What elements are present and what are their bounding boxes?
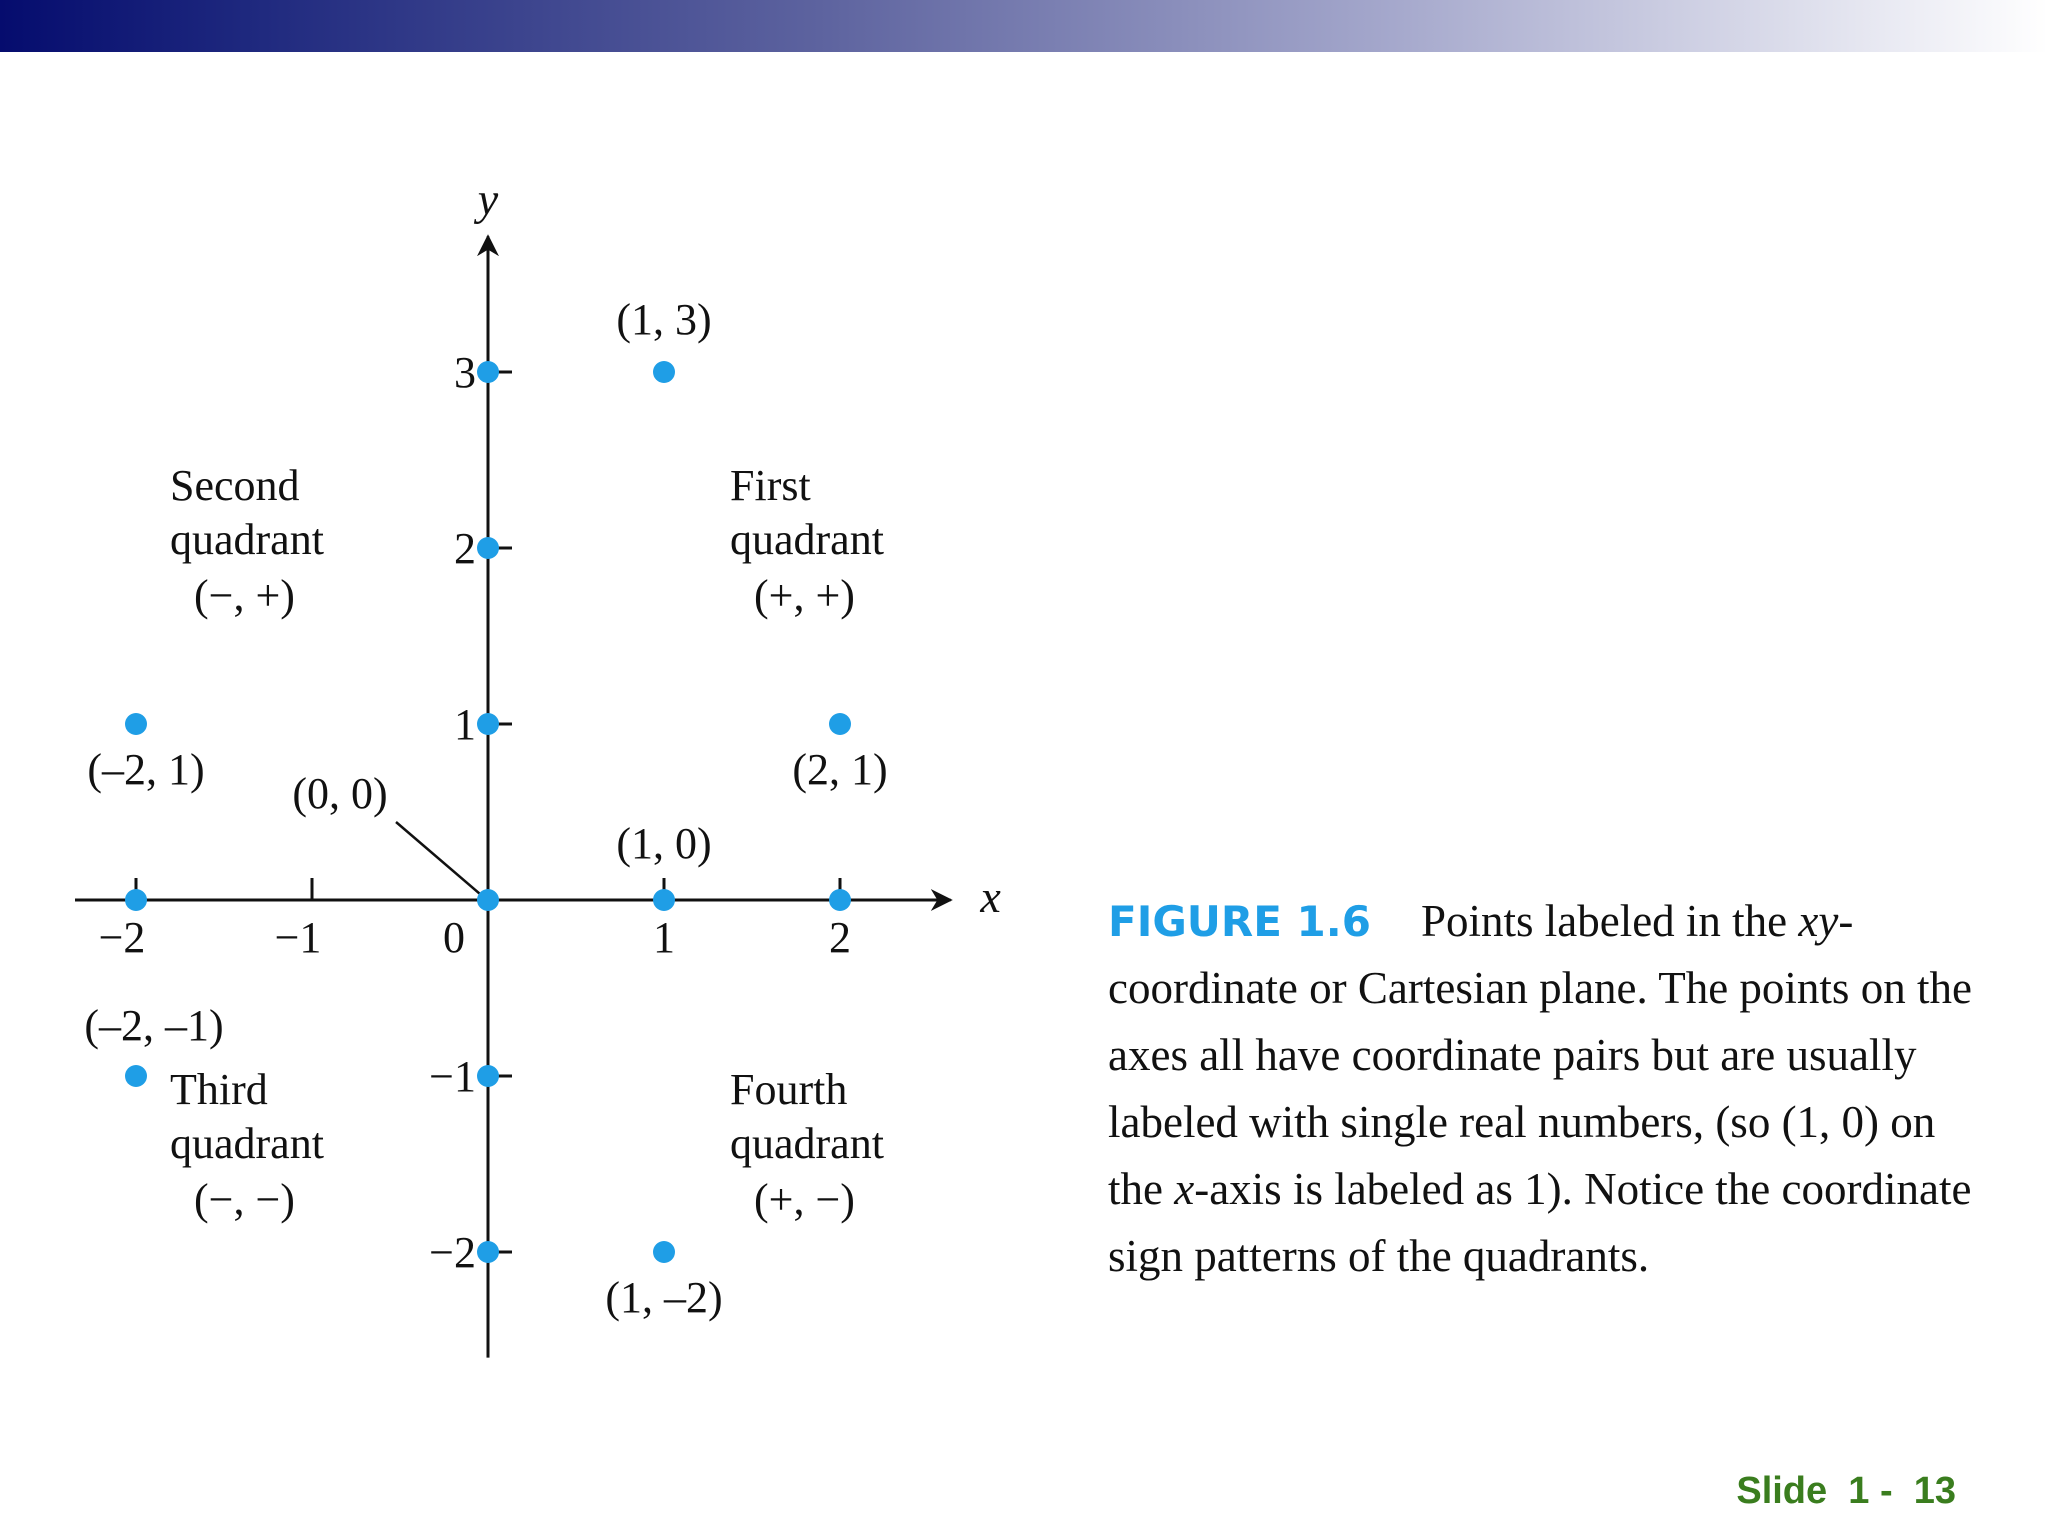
x-tick-label: 1 (653, 913, 675, 962)
data-point (477, 889, 499, 911)
quadrant-fourth-word: quadrant (730, 1119, 884, 1168)
data-point (829, 713, 851, 735)
caption-text-2: -coordinate or Cartesian plane. The points on the axes all have coordinate pairs but are usually labeled with single real numbers, (so (1, 0) on the (1108, 896, 1972, 1214)
caption-x: x (1174, 1164, 1195, 1214)
y-tick-label: 1 (454, 700, 476, 749)
x-tick-label: −1 (274, 913, 322, 962)
point-label: (1, 0) (616, 819, 712, 868)
figure-caption (1108, 888, 1988, 1290)
x-axis-label: x (980, 871, 1001, 922)
axis-point (477, 361, 499, 383)
axis-point (125, 889, 147, 911)
quadrant-second-signs: (−, +) (194, 571, 295, 620)
quadrant-fourth-name: Fourth (730, 1065, 848, 1114)
quadrant-third-signs: (−, −) (194, 1175, 295, 1224)
quadrant-first-signs: (+, +) (754, 571, 855, 620)
quadrant-second-name: Second (170, 461, 300, 510)
labels (84, 173, 1001, 1322)
axis-point (477, 1065, 499, 1087)
quadrant-third-word: quadrant (170, 1119, 324, 1168)
point-label: (1, –2) (605, 1273, 723, 1322)
quadrant-fourth-signs: (+, −) (754, 1175, 855, 1224)
axis-point (829, 889, 851, 911)
quadrant-second-word: quadrant (170, 515, 324, 564)
quadrant-first-word: quadrant (730, 515, 884, 564)
y-axis-label: y (477, 173, 499, 225)
slide-number: Slide 1 - 13 (1736, 1470, 1956, 1512)
axis-point (477, 537, 499, 559)
data-point (653, 1241, 675, 1263)
x-tick-label: 0 (443, 913, 465, 962)
point-label: (–2, –1) (84, 1001, 224, 1050)
axis-point (477, 1241, 499, 1263)
caption-xy: xy (1798, 896, 1839, 946)
x-tick-label: −2 (98, 913, 146, 962)
data-point (653, 889, 675, 911)
origin-leader-line (396, 822, 480, 894)
y-tick-label: −2 (429, 1228, 476, 1277)
y-tick-label: 3 (454, 348, 476, 397)
data-point (125, 713, 147, 735)
point-label: (–2, 1) (87, 745, 205, 794)
point-label: (0, 0) (292, 769, 388, 818)
y-tick-label: 2 (454, 524, 476, 573)
x-tick-label: 2 (829, 913, 851, 962)
y-tick-label: −1 (429, 1052, 476, 1101)
axis-point (477, 713, 499, 735)
figure-label: FIGURE 1.6 (1108, 897, 1371, 946)
quadrant-third-name: Third (170, 1065, 268, 1114)
data-point (653, 361, 675, 383)
point-label: (2, 1) (792, 745, 888, 794)
caption-text-3: -axis is labeled as 1). Notice the coordinate sign patterns of the quadrants. (1108, 1164, 1972, 1281)
data-point (125, 1065, 147, 1087)
quadrant-first-name: First (730, 461, 811, 510)
caption-text-1: Points labeled in the (1420, 896, 1799, 946)
point-label: (1, 3) (616, 295, 712, 344)
